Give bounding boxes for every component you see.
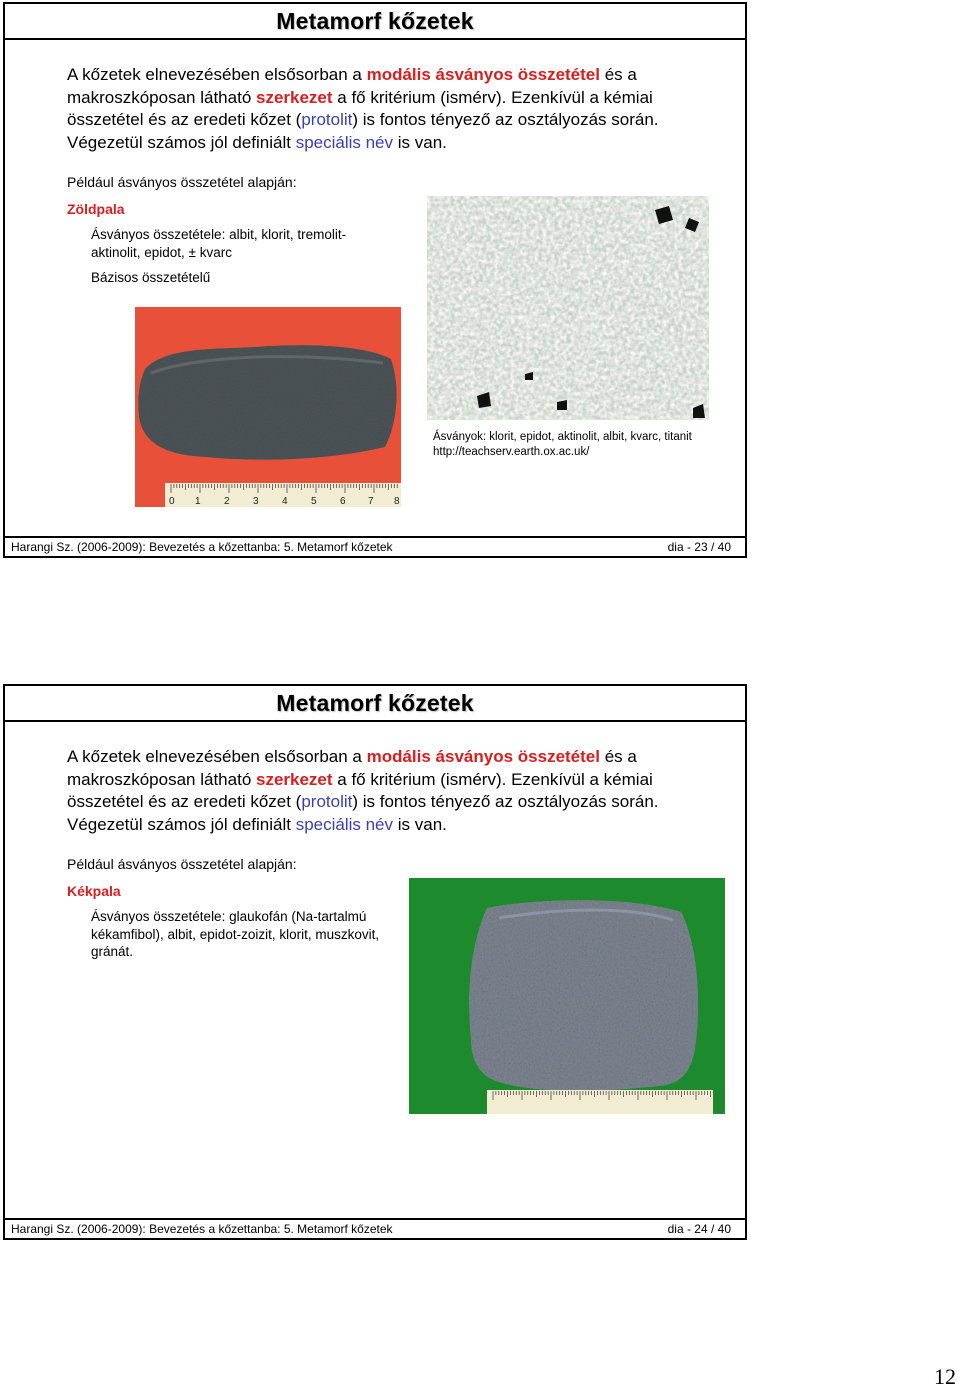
page-number: 12 — [934, 1364, 956, 1389]
caption-source-url: http://teachserv.earth.ox.ac.uk/ — [433, 446, 590, 458]
ruler-number: 4 — [282, 496, 288, 507]
ruler-number: 2 — [224, 496, 230, 507]
mineral-composition — [91, 226, 346, 261]
intro-text: és a makroszkóposan látható — [67, 65, 637, 107]
intro-text: a fő kritérium (ismérv). Ezenkívül a kémiai összetétel és az eredeti kőzet ( — [67, 87, 653, 129]
highlight-structure: szerkezet — [256, 769, 333, 789]
caption-minerals: Ásványok: klorit, epidot, aktinolit, albit, kvarc, titanit — [433, 431, 692, 443]
slide-title-bar — [5, 686, 745, 722]
chemical-composition: Bázisos összetételű — [91, 270, 211, 285]
example-label: Például ásványos összetétel alapján: — [67, 174, 297, 190]
intro-text: ) is fontos tényező az osztályozás során. Végezetül számos jól definiált — [67, 792, 659, 834]
slide-footer — [5, 536, 745, 556]
blueschist-specimen-photo — [409, 878, 725, 1114]
greenschist-specimen-photo — [135, 307, 401, 507]
mineral-composition — [91, 908, 379, 961]
thin-section-micrograph — [427, 196, 709, 420]
footer-citation: Harangi Sz. (2006-2009): Bevezetés a kőzettanba: 5. Metamorf kőzetek — [11, 1222, 393, 1236]
ruler-number: 5 — [311, 496, 317, 507]
intro-text: A kőzetek elnevezésében elsősorban a — [67, 65, 367, 84]
rock-name: Kékpala — [67, 883, 121, 899]
highlight-modal-composition: modális ásványos összetétel — [366, 747, 600, 766]
slide-23 — [3, 2, 747, 558]
highlight-special-name: speciális név — [295, 814, 394, 834]
footer-slide-number: dia - 23 / 40 — [667, 540, 731, 554]
footer-citation: Harangi Sz. (2006-2009): Bevezetés a kőzettanba: 5. Metamorf kőzetek — [11, 540, 393, 554]
mineral-line: Ásványos összetétele: albit, klorit, tremolit- — [91, 227, 347, 242]
ruler-number: 3 — [253, 496, 259, 507]
intro-paragraph — [67, 64, 707, 154]
intro-text: a fő kritérium (ismérv). Ezenkívül a kémiai összetétel és az eredeti kőzet ( — [67, 769, 653, 811]
slide-footer — [5, 1218, 745, 1238]
ruler-number: 0 — [169, 496, 175, 507]
intro-text: is van. — [393, 132, 447, 152]
mineral-line: Ásványos összetétele: glaukofán (Na-tartalmú — [91, 909, 367, 924]
intro-text: ) is fontos tényező az osztályozás során. Végezetül számos jól definiált — [67, 110, 659, 152]
micrograph-caption — [433, 430, 692, 460]
ruler-number: 6 — [340, 496, 346, 507]
intro-text: A kőzetek elnevezésében elsősorban a — [67, 747, 367, 766]
example-label: Például ásványos összetétel alapján: — [67, 856, 297, 872]
rock-name: Zöldpala — [67, 201, 125, 217]
ruler-number: 8 — [394, 496, 400, 507]
footer-slide-number: dia - 24 / 40 — [667, 1222, 731, 1236]
mineral-line: gránát. — [91, 944, 134, 959]
slide-title: Metamorf kőzetek — [276, 689, 474, 716]
rock-specimen — [469, 900, 698, 1091]
intro-paragraph — [67, 746, 707, 836]
intro-text: is van. — [393, 814, 447, 834]
rock-specimen — [138, 345, 396, 460]
mineral-line: aktinolit, epidot, ± kvarc — [91, 244, 232, 260]
highlight-protolith: protolit — [301, 792, 353, 811]
ruler-number: 7 — [368, 496, 374, 507]
slide-title-bar — [5, 4, 745, 40]
highlight-protolith: protolit — [301, 110, 353, 129]
highlight-structure: szerkezet — [256, 87, 333, 107]
intro-text: és a makroszkóposan látható — [67, 747, 637, 789]
highlight-special-name: speciális név — [295, 132, 394, 152]
micrograph-light-grains — [427, 196, 709, 420]
highlight-modal-composition: modális ásványos összetétel — [366, 65, 600, 84]
slide-title: Metamorf kőzetek — [276, 7, 474, 34]
mineral-line: kékamfibol), albit, epidot-zoizit, klorit, muszkovit, — [91, 926, 380, 942]
ruler-number: 1 — [195, 496, 201, 507]
slide-24 — [3, 684, 747, 1240]
